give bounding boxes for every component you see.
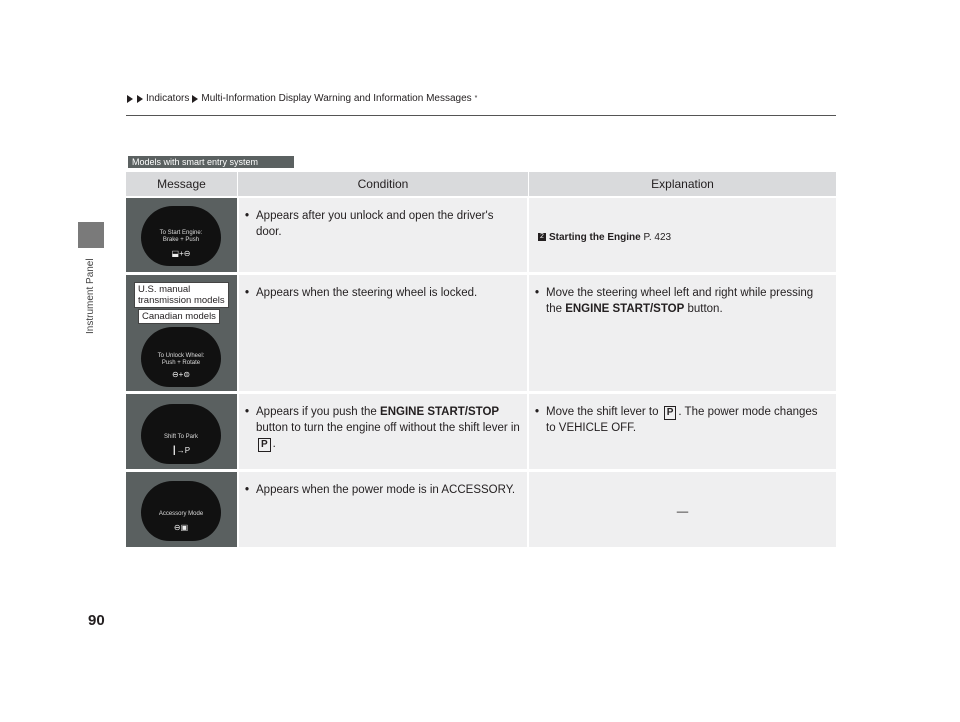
header-explanation: Explanation [528,172,836,196]
condition-text: Appears when the steering wheel is locked. [256,287,478,299]
breadcrumb-arrow-icon [137,95,143,103]
message-display-image [141,481,221,541]
reference-arrow-icon: 2 [538,233,546,241]
page-number: 90 [88,612,105,629]
explanation-empty-dash: — [676,506,689,518]
cross-reference[interactable] [535,230,830,246]
reference-title: Starting the Engine [549,232,641,243]
breadcrumb-item: Multi-Information Display Warning and Information Messages [201,93,472,104]
explanation-bullet [535,285,830,317]
condition-cell [237,275,527,391]
condition-bullet [245,482,521,498]
display-glyphs: ⊖▣ [173,523,189,532]
gear-p-icon: P [664,406,677,420]
model-label-canadian: Canadian models [138,309,220,324]
bullet-icon: • [535,287,540,299]
explanation-cell [527,275,836,391]
message-display-cell [126,275,237,391]
display-line: Accessory Mode [158,511,204,517]
explanation-text [546,285,830,317]
table-row [126,275,836,391]
condition-text-part: button to turn the engine off without the shift lever in [256,422,520,434]
header-rule [126,115,836,116]
condition-text: Appears when the power mode is in ACCESSORY. [256,484,516,496]
header-condition: Condition [237,172,528,196]
message-display-image [141,206,221,266]
bullet-icon: • [245,287,250,299]
condition-text: Appears after you unlock and open the driver's door. [256,210,494,238]
message-display-cell [126,472,237,547]
section-label: Instrument Panel [85,258,96,334]
display-glyphs: ⊖+⊜ [171,370,191,379]
condition-cell [237,472,527,547]
bullet-icon: • [245,210,250,222]
explanation-text-part: . The power mode changes to VEHICLE OFF. [546,406,818,434]
message-display-image [141,404,221,464]
explanation-text [546,404,830,436]
condition-bullet [245,404,521,452]
explanation-cell [527,198,836,272]
explanation-bullet [535,404,830,436]
reference-page: P. 423 [643,232,672,243]
explanation-text-part: Move the shift lever to [546,406,659,418]
condition-text [256,404,521,452]
button-name: ENGINE START/STOP [380,406,500,418]
condition-cell [237,198,527,272]
display-line: To Unlock Wheel: [157,353,205,359]
explanation-text-part: button. [687,303,723,315]
breadcrumb-arrow-icon [127,95,133,103]
model-tag: Models with smart entry system [128,156,294,168]
model-label-line: U.S. manual [138,284,191,295]
bullet-icon: • [245,484,250,496]
condition-cell [237,394,527,469]
model-label-line: transmission models [138,295,225,306]
messages-table [126,172,836,550]
table-row [126,198,836,272]
bullet-icon: • [245,406,250,418]
message-display-image [141,327,221,387]
display-line: Push + Rotate [161,360,201,366]
table-header [126,172,836,196]
button-name: ENGINE START/STOP [565,303,685,315]
message-display-cell [126,198,237,272]
display-glyphs: ┃→P [171,446,191,455]
display-line: Shift To Park [164,434,198,440]
explanation-cell [527,472,836,547]
condition-text-part: Appears if you push the [256,406,377,418]
explanation-cell [527,394,836,469]
condition-text-part: . [272,438,276,450]
message-display-cell [126,394,237,469]
model-label-us-manual [134,282,229,308]
header-message: Message [157,177,206,191]
explanation-text-part: Move the steering wheel left and right while pressing the [546,287,814,315]
display-line: To Start Engine: [159,230,203,236]
section-tab [78,222,104,248]
gear-p-icon: P [258,438,271,452]
bullet-icon: • [535,406,540,418]
breadcrumb [126,93,477,104]
display-line: Brake + Push [162,237,200,243]
condition-bullet [245,285,521,301]
table-row [126,394,836,469]
breadcrumb-star: * [474,95,478,102]
table-row [126,472,836,547]
breadcrumb-arrow-icon [192,95,198,103]
breadcrumb-item: Indicators [146,93,190,104]
condition-bullet [245,208,521,240]
display-glyphs: ⬓+⊖ [171,249,191,258]
